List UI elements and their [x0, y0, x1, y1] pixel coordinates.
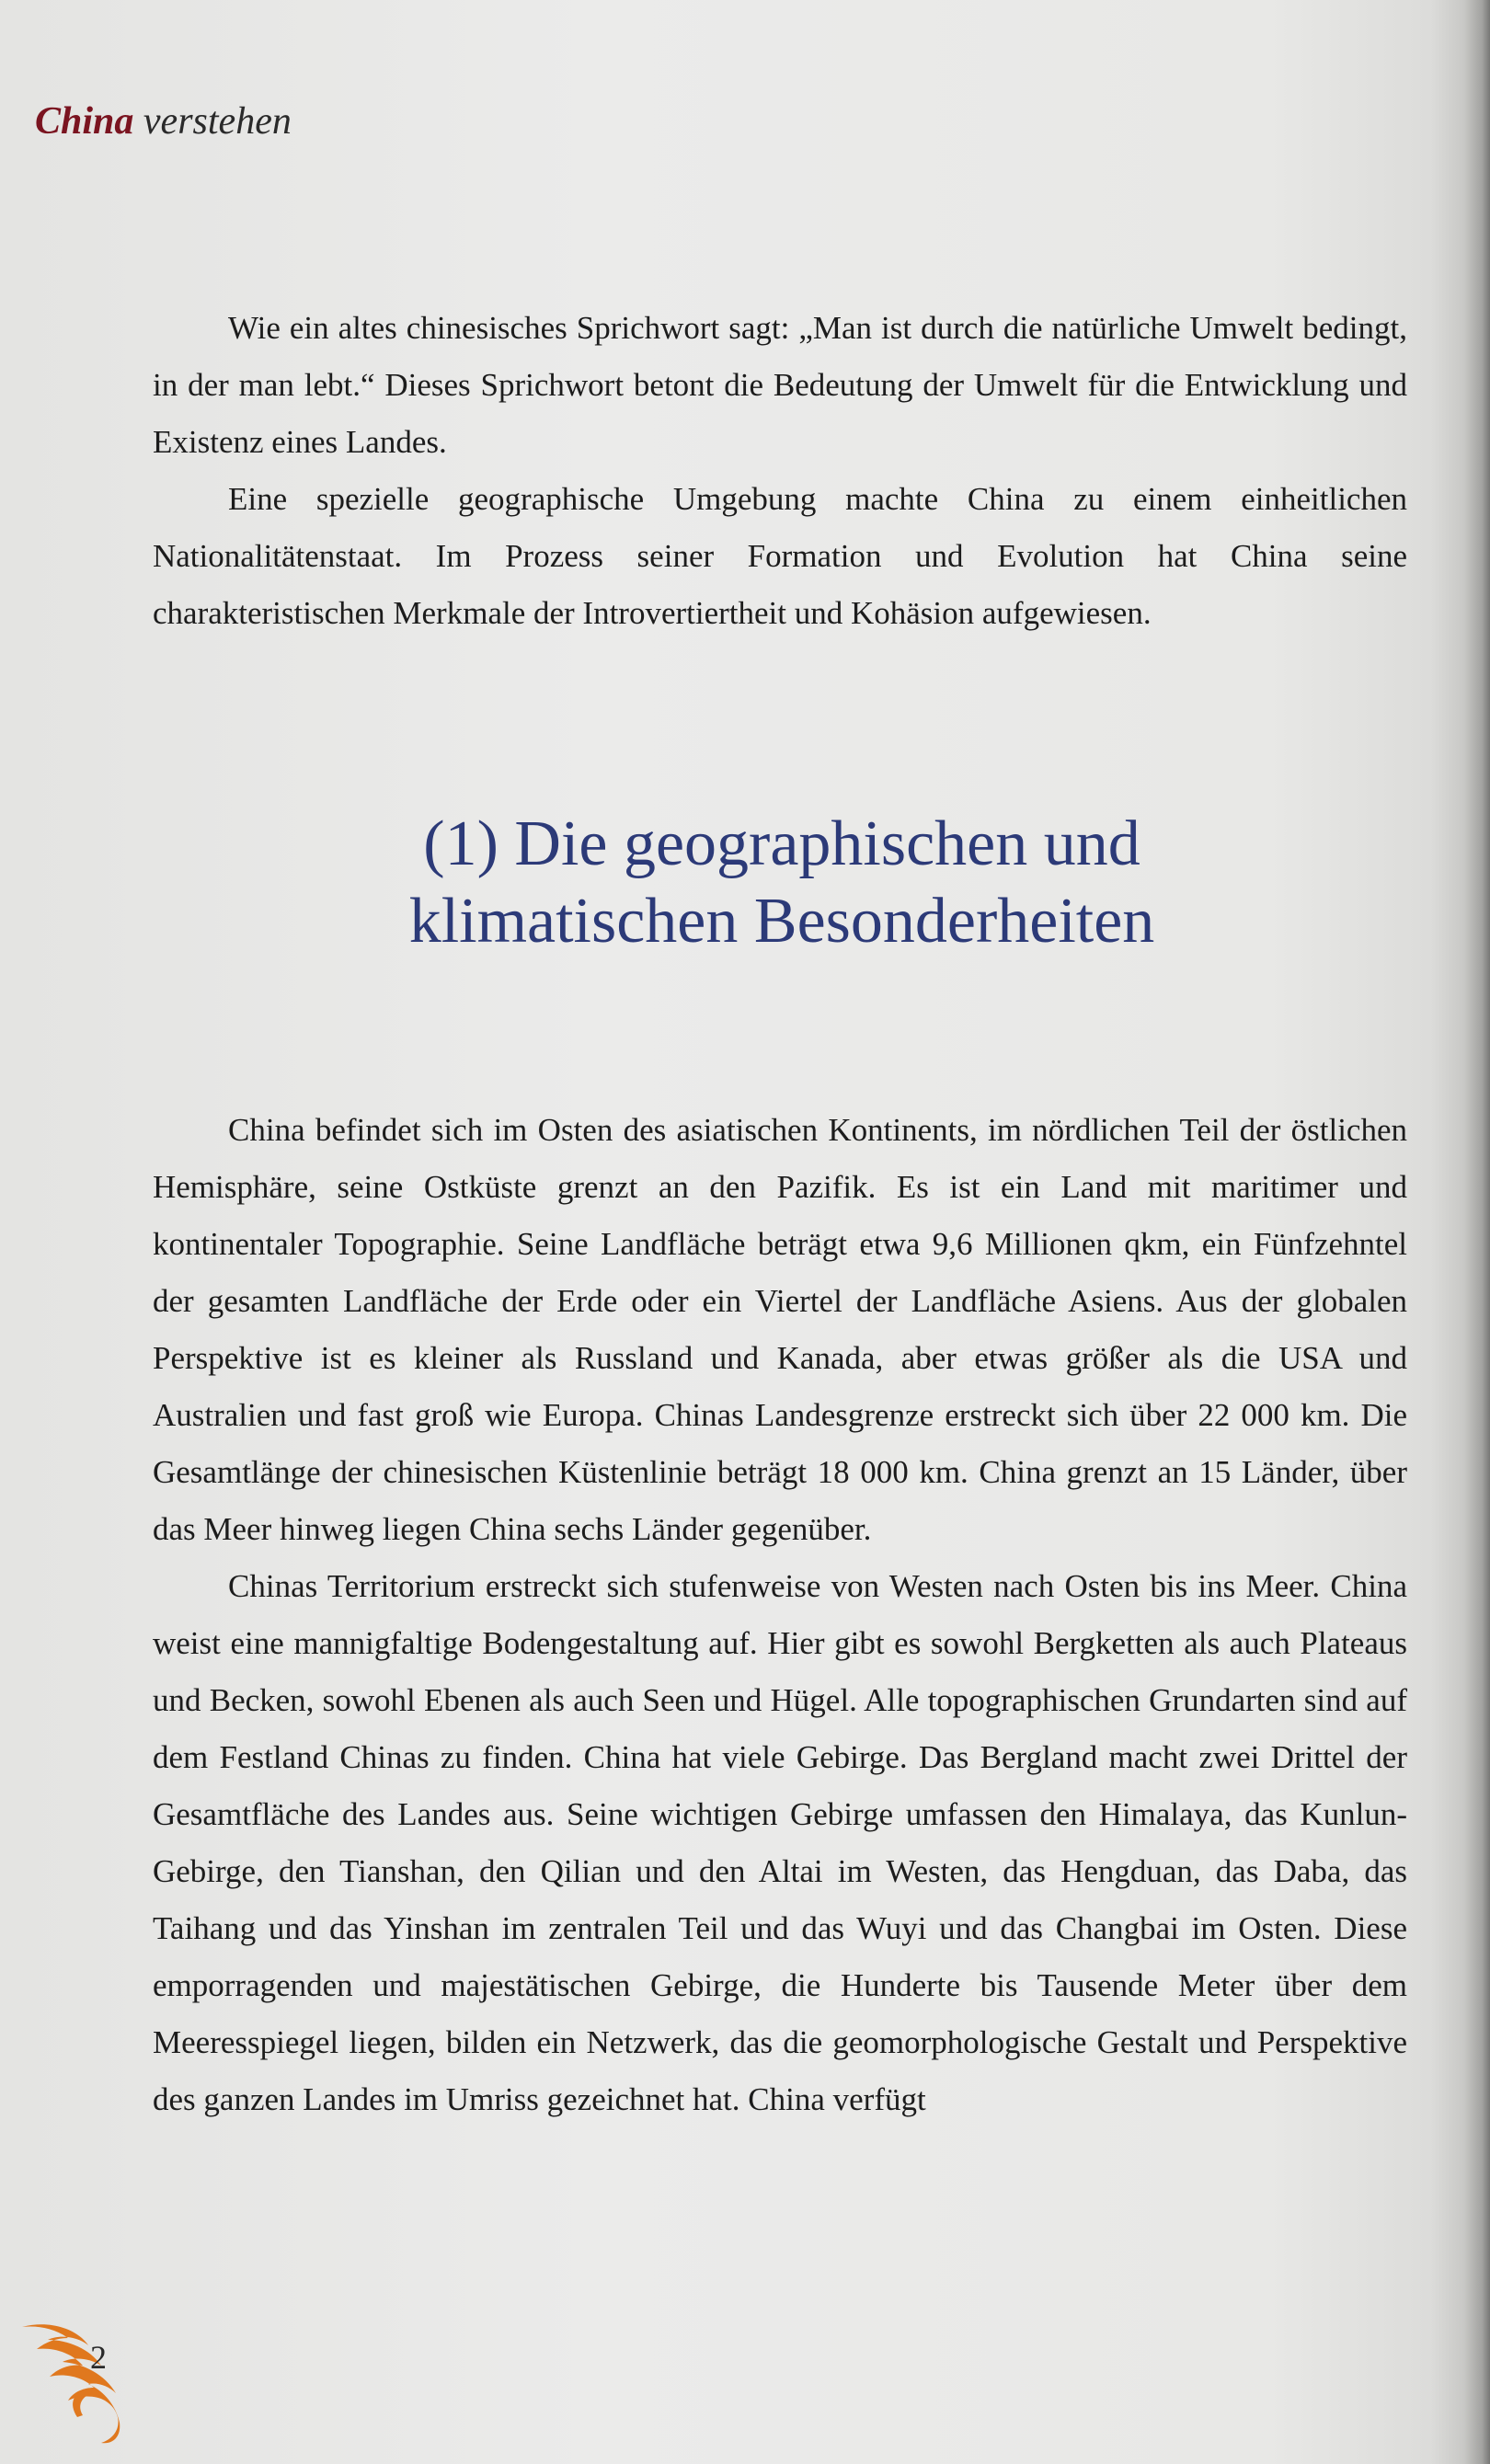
flame-icon — [13, 2309, 160, 2447]
running-head-rest: verstehen — [133, 100, 292, 143]
intro-text — [153, 300, 1407, 642]
intro-paragraph-2: Eine spezielle geographische Umgebung machte China zu einem einheitlichen Nationalitätenstaat. Im Prozess seiner Formation und Evolution hat China seine charakteristischen Merkmale der Introvertiertheit und Kohäsion aufgewiesen. — [153, 481, 1407, 631]
running-head-accent: China — [35, 100, 134, 143]
body-paragraph-1: China befindet sich im Osten des asiatischen Kontinents, im nördlichen Teil der östlichen Hemisphäre, seine Ostküste grenzt an den Pazifik. Es ist ein Land mit maritimer und kontinentaler Topographie. Seine Landfläche beträgt etwa 9,6 Millionen qkm, ein Fünfzehntel der gesamten Landfläche der Erde oder ein Viertel der Landfläche Asiens. Aus der globalen Perspektive ist es kleiner als Russland und Kanada, aber etwas größer als die USA und Australien und fast groß wie Europa. Chinas Landesgrenze erstreckt sich über 22 000 km. Die Gesamtlänge der chinesischen Küstenlinie beträgt 18 000 km. China grenzt an 15 Länder, über das Meer hinweg liegen China sechs Länder gegenüber. — [153, 1112, 1407, 1547]
page-edge-shadow — [1464, 0, 1490, 2464]
page-number: 2 — [90, 2339, 107, 2376]
section-heading — [147, 806, 1416, 960]
section-body — [153, 1102, 1407, 2128]
section-heading-line-1: (1) Die geographischen und — [423, 808, 1140, 879]
body-paragraph-2: Chinas Territorium erstreckt sich stufenweise von Westen nach Osten bis ins Meer. China weist eine mannigfaltige Bodengestaltung auf. Hier gibt es sowohl Bergketten als auch Plateaus und Becken, sowohl Ebenen als auch Seen und Hügel. Alle topographischen Grundarten sind auf dem Festland Chinas zu finden. China hat viele Gebirge. Das Bergland macht zwei Drittel der Gesamtfläche des Landes aus. Seine wichtigen Gebirge umfassen den Himalaya, das Kunlun-Gebirge, den Tianshan, den Qilian und den Altai im Westen, das Hengduan, das Daba, das Taihang und das Yinshan im zentralen Teil und das Wuyi und das Changbai im Osten. Diese emporragenden und majestätischen Gebirge, die Hunderte bis Tausende Meter über dem Meeresspiegel liegen, bilden ein Netzwerk, das die geomorphologische Gestalt und Perspektive des ganzen Landes im Umriss gezeichnet hat. China verfügt — [153, 1568, 1407, 2117]
running-head — [35, 99, 292, 143]
section-heading-line-2: klimatischen Besonderheiten — [408, 886, 1155, 957]
intro-paragraph-1: Wie ein altes chinesisches Sprichwort sagt: „Man ist durch die natürliche Umwelt bedingt, in der man lebt.“ Dieses Sprichwort betont die Bedeutung der Umwelt für die Entwicklung und Existenz eines Landes. — [153, 310, 1407, 460]
